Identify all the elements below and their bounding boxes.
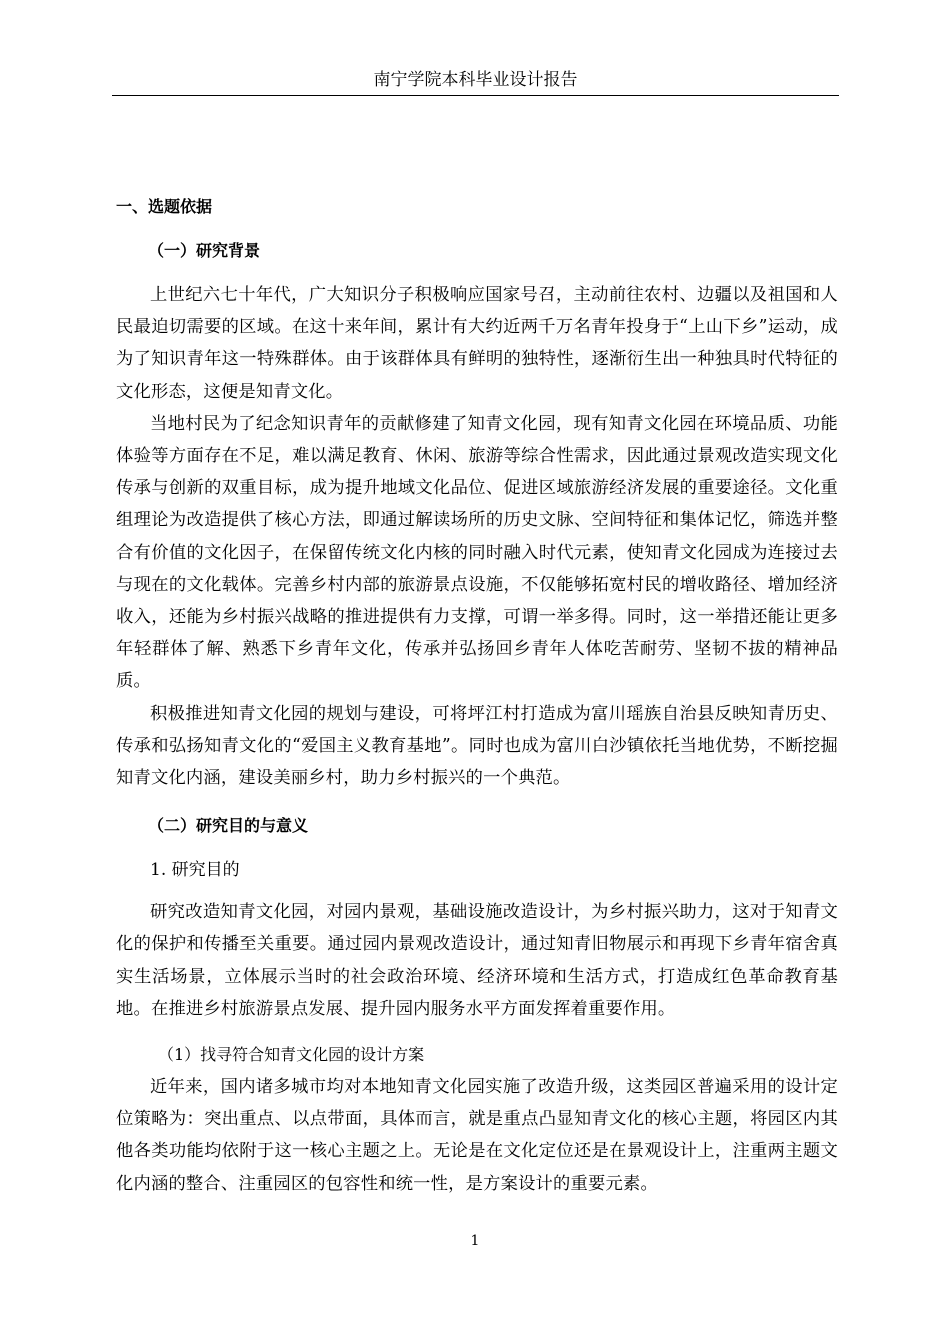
document-body [116, 189, 838, 1200]
subheading-design-scheme: （1）找寻符合知青文化园的设计方案 [158, 1045, 425, 1065]
paragraph-purpose: 研究改造知青文化园，对园内景观，基础设施改造设计，为乡村振兴助力，这对于知青文化的保护和传播至关重要。通过园内景观改造设计，通过知青旧物展示和再现下乡青年宿舍真实生活场景，立体展示当时的社会政治环境、经济环境和生活方式，打造成红色革命教育基地。在推进乡村旅游景点发展、提升园内服务水平方面发挥着重要作用。 [116, 902, 838, 1019]
section-heading-selection-basis: 一、选题依据 [116, 197, 213, 216]
paragraph-design-scheme: 近年来，国内诸多城市均对本地知青文化园实施了改造升级，这类园区普遍采用的设计定位策略为：突出重点、以点带面，具体而言，就是重点凸显知青文化的核心主题，将园区内其他各类功能均依附于这一核心主题之上。无论是在文化定位还是在景观设计上，注重两主题文化内涵的整合、注重园区的包容性和统一性，是方案设计的重要元素。 [116, 1077, 838, 1194]
paragraph-background-3: 积极推进知青文化园的规划与建设，可将坪江村打造成为富川瑶族自治县反映知青历史、传承和弘扬知青文化的“爱国主义教育基地”。同时也成为富川白沙镇依托当地优势，不断挖掘知青文化内涵，建设美丽乡村，助力乡村振兴的一个典范。 [116, 703, 838, 789]
page-number: 1 [470, 1233, 480, 1249]
page-header: 南宁学院本科毕业设计报告 [112, 68, 839, 96]
paragraph-background-2: 当地村民为了纪念知识青年的贡献修建了知青文化园，现有知青文化园在环境品质、功能体验等方面存在不足，难以满足教育、休闲、旅游等综合性需求，因此通过景观改造实现文化传承与创新的双重目标，成为提升地域文化品位、促进区域旅游经济发展的重要途径。文化重组理论为改造提供了核心方法，即通过解读场所的历史文脉、空间特征和集体记忆，筛选并整合有价值的文化因子，在保留传统文化内核的同时融入时代元素，使知青文化园成为连接过去与现在的文化载体。完善乡村内部的旅游景点设施，不仅能够拓宽村民的增收路径、增加经济收入，还能为乡村振兴战略的推进提供有力支撑，可谓一举多得。同时，这一举措还能让更多年轻群体了解、熟悉下乡青年文化，传承并弘扬回乡青年人体吃苦耐劳、坚韧不拔的精神品质。 [116, 413, 838, 692]
subheading-research-purpose: 1. 研究目的 [150, 860, 240, 881]
subsection-heading-research-background: （一）研究背景 [148, 241, 261, 260]
paragraph-background-1: 上世纪六七十年代，广大知识分子积极响应国家号召，主动前往农村、边疆以及祖国和人民最迫切需要的区域。在这十来年间，累计有大约近两千万名青年投身于“上山下乡”运动，成为了知识青年这一特殊群体。由于该群体具有鲜明的独特性，逐渐衍生出一种独具时代特征的文化形态，这便是知青文化。 [116, 285, 838, 402]
subsection-heading-purpose-significance: （二）研究目的与意义 [148, 816, 309, 836]
